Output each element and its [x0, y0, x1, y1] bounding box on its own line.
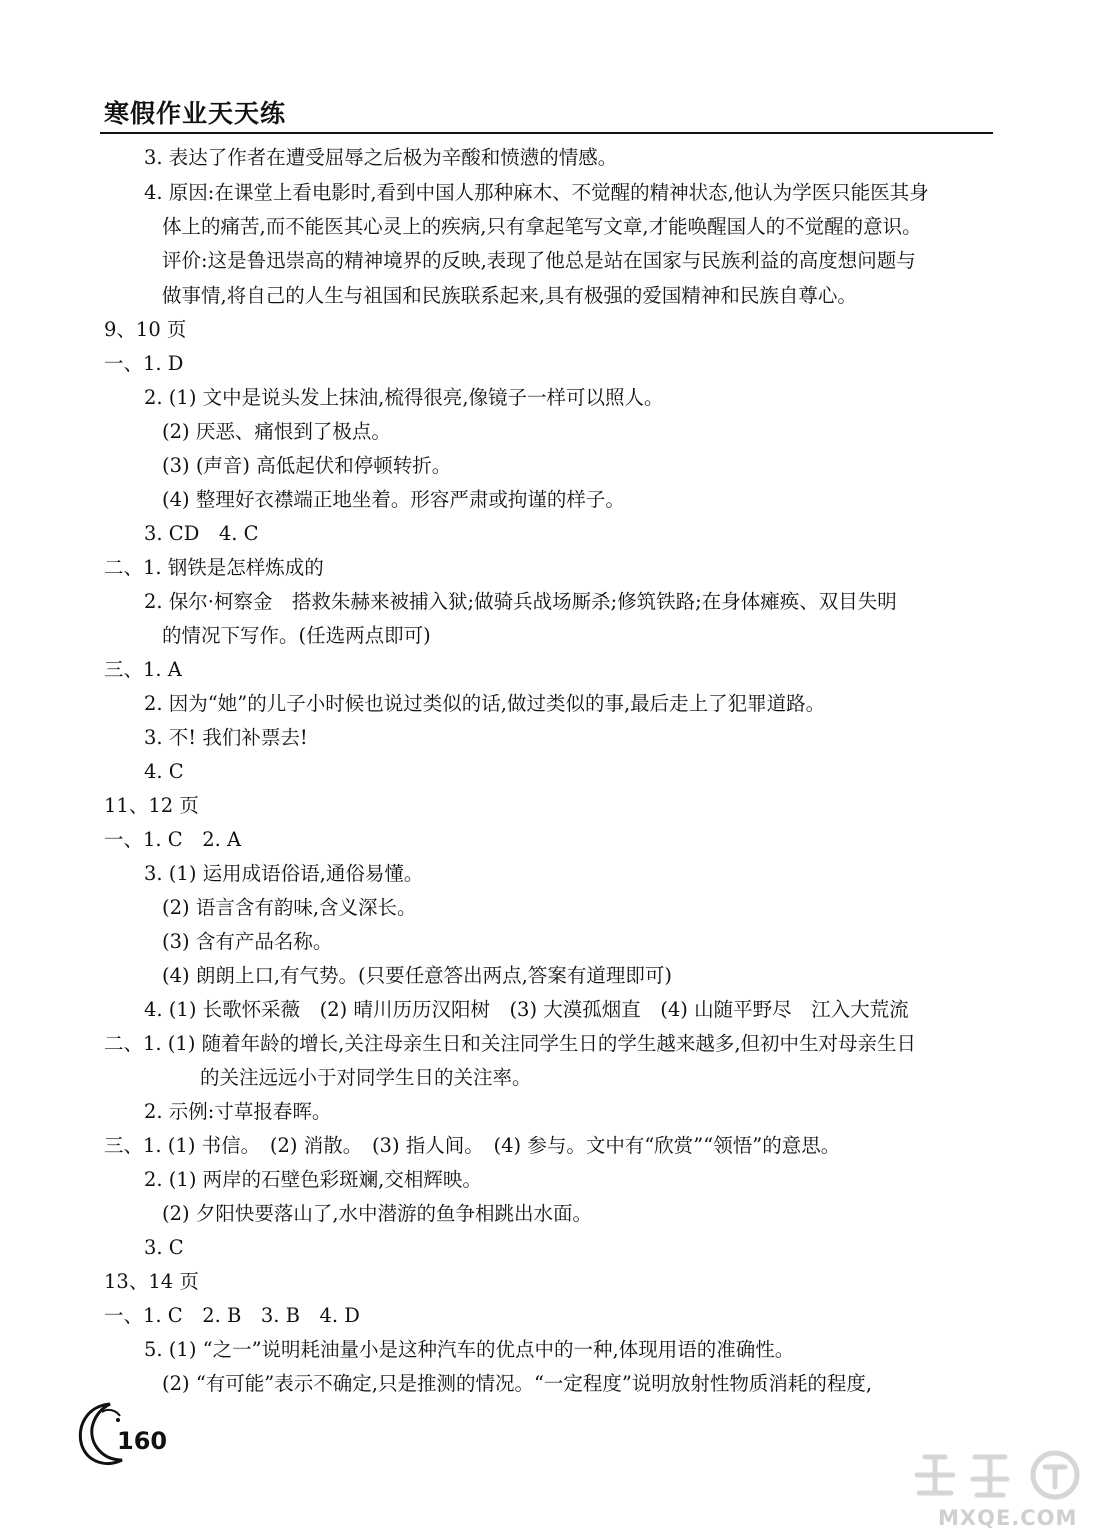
answer-line: 3. 表达了作者在遭受屈辱之后极为辛酸和愤懑的情感。	[144, 146, 618, 169]
answer-line: 二、1. 钢铁是怎样炼成的	[104, 556, 324, 579]
answer-line: 一、1. C 2. A	[104, 828, 242, 851]
answer-line: 的情况下写作。(任选两点即可)	[162, 624, 431, 647]
answer-line: (4) 朗朗上口,有气势。(只要任意答出两点,答案有道理即可)	[162, 964, 672, 987]
answer-line: 一、1. D	[104, 352, 184, 375]
answer-line: 5. (1) “之一”说明耗油量小是这种汽车的优点中的一种,体现用语的准确性。	[144, 1338, 795, 1361]
answer-line: 2. (1) 两岸的石壁色彩斑斓,交相辉映。	[144, 1168, 482, 1191]
watermark-text: MXQE.COM	[938, 1506, 1078, 1530]
answer-line: 的关注远远小于对同学生日的关注率。	[200, 1066, 532, 1089]
answer-line: (3) (声音) 高低起伏和停顿转折。	[162, 454, 452, 477]
answer-line: 做事情,将自己的人生与祖国和民族联系起来,具有极强的爱国精神和民族自尊心。	[162, 284, 857, 307]
answer-line: 3. (1) 运用成语俗语,通俗易懂。	[144, 862, 424, 885]
answer-line: 一、1. C 2. B 3. B 4. D	[104, 1304, 360, 1327]
answer-line: (3) 含有产品名称。	[162, 930, 333, 953]
answer-line: 2. 保尔·柯察金 搭救朱赫来被捕入狱;做骑兵战场厮杀;修筑铁路;在身体瘫痪、双目失明	[144, 590, 897, 613]
section-heading: 13、14 页	[104, 1270, 199, 1293]
answer-line: (2) “有可能”表示不确定,只是推测的情况。“一定程度”说明放射性物质消耗的程度,	[162, 1372, 873, 1395]
header-title: 寒假作业天天练	[104, 99, 287, 128]
page-number: 160	[117, 1427, 168, 1455]
answer-line: 3. 不! 我们补票去!	[144, 726, 308, 749]
answer-line: 2. 因为“她”的儿子小时候也说过类似的话,做过类似的事,最后走上了犯罪道路。	[144, 692, 826, 715]
answer-line: 三、1. A	[104, 658, 182, 681]
section-heading: 11、12 页	[104, 794, 199, 817]
answer-line: (2) 厌恶、痛恨到了极点。	[162, 420, 391, 443]
header-rule	[100, 132, 993, 134]
answer-line: 体上的痛苦,而不能医其心灵上的疾病,只有拿起笔写文章,才能唤醒国人的不觉醒的意识。	[162, 215, 922, 238]
answer-line: 三、1. (1) 书信。 (2) 消散。 (3) 指人间。 (4) 参与。文中有“欣赏”“领悟”的意思。	[104, 1134, 841, 1157]
answer-line: 3. C	[144, 1236, 184, 1259]
answer-line: 4. (1) 长歌怀采薇 (2) 晴川历历汉阳树 (3) 大漠孤烟直 (4) 山随平野尽 江入大荒流	[144, 998, 909, 1021]
answer-line: 4. C	[144, 760, 184, 783]
answer-line: (4) 整理好衣襟端正地坐着。形容严肃或拘谨的样子。	[162, 488, 625, 511]
answer-line: 评价:这是鲁迅崇高的精神境界的反映,表现了他总是站在国家与民族利益的高度想问题与	[162, 249, 916, 272]
answer-line: 4. 原因:在课堂上看电影时,看到中国人那种麻木、不觉醒的精神状态,他认为学医只能医其身	[144, 181, 929, 204]
section-heading: 9、10 页	[104, 318, 187, 341]
answer-line: (2) 语言含有韵味,含义深长。	[162, 896, 417, 919]
answer-line: (2) 夕阳快要落山了,水中潜游的鱼争相跳出水面。	[162, 1202, 593, 1225]
answer-line: 二、1. (1) 随着年龄的增长,关注母亲生日和关注同学生日的学生越来越多,但初中生对母亲生日	[104, 1032, 917, 1055]
answer-line: 2. 示例:寸草报春晖。	[144, 1100, 332, 1123]
answer-line: 3. CD 4. C	[144, 522, 259, 545]
answer-line: 2. (1) 文中是说头发上抹油,梳得很亮,像镜子一样可以照人。	[144, 386, 664, 409]
